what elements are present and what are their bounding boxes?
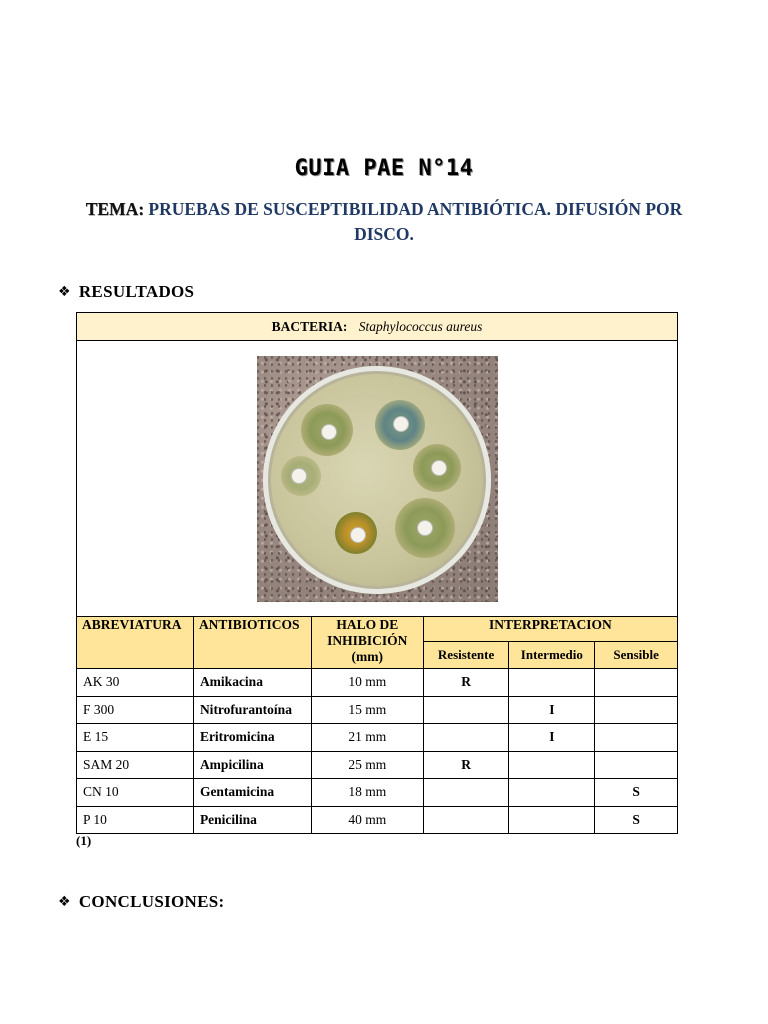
cell-halo: 15 mm — [311, 696, 423, 724]
document-title: GUIA PAE N°14 — [294, 156, 474, 181]
tema-heading — [84, 197, 684, 247]
cell-abreviatura: AK 30 — [77, 669, 194, 697]
cell-sensible — [595, 751, 678, 779]
section-resultados-label: RESULTADOS — [78, 282, 195, 301]
cell-antibiotico: Nitrofurantoína — [193, 696, 311, 724]
cell-halo: 18 mm — [311, 779, 423, 807]
results-table — [76, 312, 678, 834]
cell-sensible — [595, 669, 678, 697]
bacteria-cell — [77, 313, 678, 341]
bacteria-name: Staphylococcus aureus — [358, 318, 483, 334]
petri-dish-photo — [257, 356, 498, 602]
cell-antibiotico: Penicilina — [193, 806, 311, 834]
cell-halo: 25 mm — [311, 751, 423, 779]
cell-resistente — [423, 724, 509, 752]
image-cell — [77, 341, 678, 617]
table-row — [77, 669, 678, 697]
section-resultados — [58, 282, 194, 302]
footnote: (1) — [76, 833, 92, 848]
table-row — [77, 751, 678, 779]
cell-sensible: S — [595, 806, 678, 834]
cell-halo: 10 mm — [311, 669, 423, 697]
bacteria-row — [77, 313, 678, 341]
cell-intermedio: I — [509, 696, 595, 724]
cell-abreviatura: F 300 — [77, 696, 194, 724]
header-antibioticos: ANTIBIOTICOS — [193, 617, 311, 669]
cell-resistente — [423, 806, 509, 834]
cell-intermedio — [509, 806, 595, 834]
antibiotic-disc — [417, 520, 433, 536]
diamond-bullet-icon: ❖ — [58, 284, 71, 300]
antibiotic-disc — [291, 468, 307, 484]
cell-abreviatura: CN 10 — [77, 779, 194, 807]
table-row — [77, 724, 678, 752]
header-intermedio: Intermedio — [509, 642, 595, 669]
cell-intermedio — [509, 779, 595, 807]
antibiotic-disc — [431, 460, 447, 476]
tema-value: PRUEBAS DE SUSCEPTIBILIDAD ANTIBIÓTICA. DIFUSIÓN POR DISCO. — [148, 199, 683, 244]
header-interpretacion: INTERPRETACION — [423, 617, 677, 642]
section-conclusiones — [58, 892, 224, 912]
header-abreviatura: ABREVIATURA — [77, 617, 194, 669]
header-resistente: Resistente — [423, 642, 509, 669]
cell-abreviatura: SAM 20 — [77, 751, 194, 779]
image-row — [77, 341, 678, 617]
diamond-bullet-icon: ❖ — [58, 894, 71, 910]
header-sensible: Sensible — [595, 642, 678, 669]
cell-halo: 21 mm — [311, 724, 423, 752]
table-row — [77, 696, 678, 724]
section-conclusiones-label: CONCLUSIONES: — [78, 892, 225, 911]
cell-abreviatura: P 10 — [77, 806, 194, 834]
table-header-row — [77, 617, 678, 642]
cell-halo: 40 mm — [311, 806, 423, 834]
cell-sensible — [595, 696, 678, 724]
cell-resistente: R — [423, 751, 509, 779]
antibiotic-disc — [321, 424, 337, 440]
table-row — [77, 806, 678, 834]
antibiotic-disc — [350, 527, 366, 543]
cell-resistente — [423, 779, 509, 807]
header-halo: HALO DE INHIBICIÓN (mm) — [311, 617, 423, 669]
cell-sensible — [595, 724, 678, 752]
cell-intermedio: I — [509, 724, 595, 752]
tema-label: TEMA: — [85, 199, 145, 219]
table-row — [77, 779, 678, 807]
cell-antibiotico: Ampicilina — [193, 751, 311, 779]
antibiotic-disc — [393, 416, 409, 432]
cell-resistente: R — [423, 669, 509, 697]
cell-antibiotico: Amikacina — [193, 669, 311, 697]
cell-intermedio — [509, 669, 595, 697]
cell-antibiotico: Gentamicina — [193, 779, 311, 807]
cell-sensible: S — [595, 779, 678, 807]
cell-resistente — [423, 696, 509, 724]
bacteria-label: BACTERIA: — [271, 318, 348, 334]
cell-antibiotico: Eritromicina — [193, 724, 311, 752]
cell-abreviatura: E 15 — [77, 724, 194, 752]
cell-intermedio — [509, 751, 595, 779]
